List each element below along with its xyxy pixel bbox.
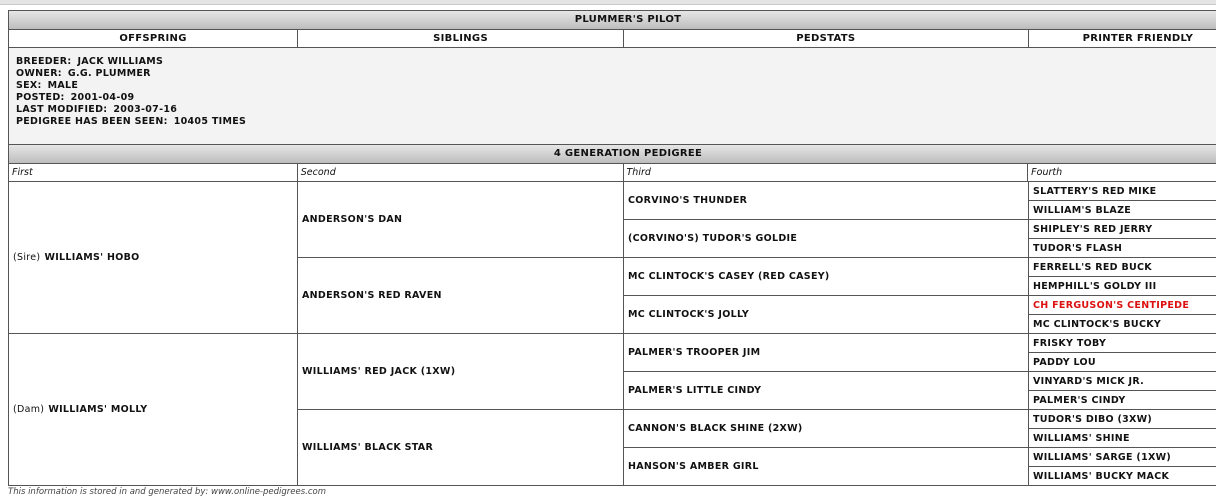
owner-label: OWNER: <box>16 68 62 79</box>
fourth-gen-cell[interactable]: FRISKY TOBY <box>1029 334 1216 353</box>
fourth-gen-cell[interactable]: PADDY LOU <box>1029 353 1216 372</box>
fourth-gen-cell[interactable]: HEMPHILL'S GOLDY III <box>1029 277 1216 296</box>
posted-row <box>16 92 1216 104</box>
fourth-gen-cell[interactable]: TUDOR'S FLASH <box>1029 239 1216 258</box>
sire-cell[interactable] <box>9 182 298 334</box>
fourth-gen-cell[interactable]: PALMER'S CINDY <box>1029 391 1216 410</box>
third-gen-cell[interactable]: CORVINO'S THUNDER <box>624 182 1029 220</box>
dam-prefix: (Dam) <box>13 404 45 415</box>
dam-name: WILLIAMS' MOLLY <box>48 404 148 415</box>
posted-label: POSTED: <box>16 92 65 103</box>
tab-printer-friendly[interactable]: PRINTER FRIENDLY <box>1029 30 1216 48</box>
second-gen-cell[interactable]: WILLIAMS' RED JACK (1XW) <box>298 334 624 410</box>
pedigree-page <box>8 10 1216 486</box>
pedigree-title: 4 GENERATION PEDIGREE <box>8 144 1216 164</box>
tab-siblings[interactable]: SIBLINGS <box>298 30 624 48</box>
generation-header-fourth: Fourth <box>1028 164 1216 182</box>
footer-note: This information is stored in and generated by: www.online-pedigrees.com <box>8 487 327 497</box>
modified-value: 2003-07-16 <box>113 104 178 115</box>
fourth-gen-cell[interactable]: WILLIAMS' BUCKY MACK <box>1029 467 1216 486</box>
fourth-gen-cell-champion[interactable]: CH FERGUSON'S CENTIPEDE <box>1029 296 1216 315</box>
sire-name: WILLIAMS' HOBO <box>44 252 140 263</box>
modified-label: LAST MODIFIED: <box>16 104 108 115</box>
modified-row <box>16 104 1216 116</box>
breeder-label: BREEDER: <box>16 56 72 67</box>
generation-header-first: First <box>9 164 298 182</box>
third-gen-cell[interactable]: MC CLINTOCK'S CASEY (RED CASEY) <box>624 258 1029 296</box>
sex-label: SEX: <box>16 80 42 91</box>
fourth-gen-cell[interactable]: SLATTERY'S RED MIKE <box>1029 182 1216 201</box>
window-top-edge <box>0 0 1216 5</box>
seen-label: PEDIGREE HAS BEEN SEEN: <box>16 116 168 127</box>
tab-offspring[interactable]: OFFSPRING <box>9 30 298 48</box>
breeder-value: JACK WILLIAMS <box>77 56 164 67</box>
dam-cell[interactable] <box>9 334 298 486</box>
generation-header-row <box>9 164 1216 182</box>
pedigree-table <box>8 164 1216 486</box>
breeder-row <box>16 56 1216 68</box>
owner-row <box>16 68 1216 80</box>
third-gen-cell[interactable]: PALMER'S TROOPER JIM <box>624 334 1029 372</box>
fourth-gen-cell[interactable]: WILLIAM'S BLAZE <box>1029 201 1216 220</box>
sex-value: MALE <box>47 80 79 91</box>
posted-value: 2001-04-09 <box>70 92 135 103</box>
fourth-gen-cell[interactable]: MC CLINTOCK'S BUCKY <box>1029 315 1216 334</box>
sire-prefix: (Sire) <box>13 252 41 263</box>
tab-bar <box>8 30 1216 48</box>
owner-value: G.G. PLUMMER <box>67 68 151 79</box>
pedigree-grid <box>9 182 1216 486</box>
second-gen-cell[interactable]: WILLIAMS' BLACK STAR <box>298 410 624 486</box>
seen-row <box>16 116 1216 128</box>
second-gen-cell[interactable]: ANDERSON'S RED RAVEN <box>298 258 624 334</box>
third-gen-cell[interactable]: MC CLINTOCK'S JOLLY <box>624 296 1029 334</box>
third-gen-cell[interactable]: PALMER'S LITTLE CINDY <box>624 372 1029 410</box>
fourth-gen-cell[interactable]: WILLIAMS' SARGE (1XW) <box>1029 448 1216 467</box>
sex-row <box>16 80 1216 92</box>
fourth-gen-cell[interactable]: VINYARD'S MICK JR. <box>1029 372 1216 391</box>
fourth-gen-cell[interactable]: WILLIAMS' SHINE <box>1029 429 1216 448</box>
generation-header-third: Third <box>624 164 1029 182</box>
second-gen-cell[interactable]: ANDERSON'S DAN <box>298 182 624 258</box>
fourth-gen-cell[interactable]: TUDOR'S DIBO (3XW) <box>1029 410 1216 429</box>
generation-header-second: Second <box>298 164 624 182</box>
third-gen-cell[interactable]: CANNON'S BLACK SHINE (2XW) <box>624 410 1029 448</box>
third-gen-cell[interactable]: (CORVINO'S) TUDOR'S GOLDIE <box>624 220 1029 258</box>
fourth-gen-cell[interactable]: FERRELL'S RED BUCK <box>1029 258 1216 277</box>
tab-pedstats[interactable]: PEDSTATS <box>624 30 1029 48</box>
seen-value: 10405 TIMES <box>173 116 247 127</box>
dog-title: PLUMMER'S PILOT <box>8 10 1216 30</box>
third-gen-cell[interactable]: HANSON'S AMBER GIRL <box>624 448 1029 486</box>
dog-info-panel <box>8 48 1216 144</box>
fourth-gen-cell[interactable]: SHIPLEY'S RED JERRY <box>1029 220 1216 239</box>
